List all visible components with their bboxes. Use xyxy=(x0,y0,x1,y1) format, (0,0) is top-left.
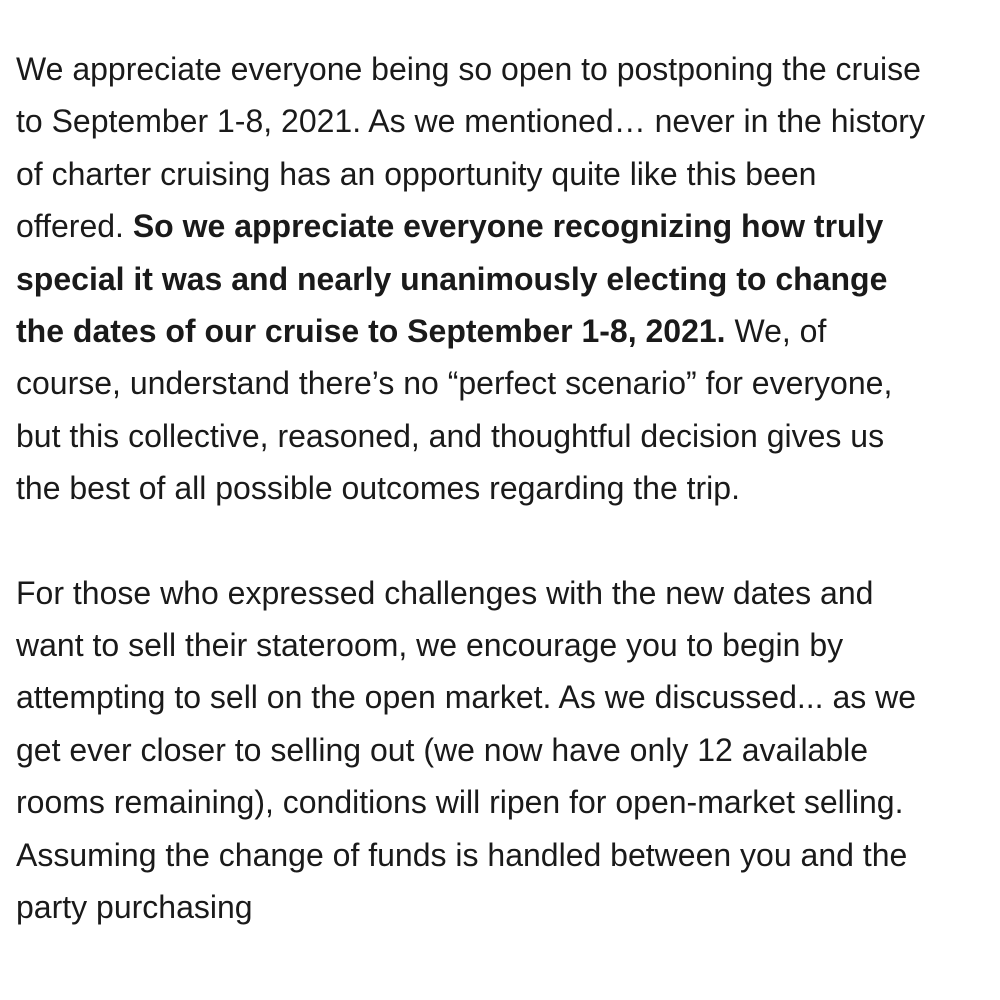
paragraph-1-text-start: We appreciate everyone being so open to postponing the cruise to September 1-8, 2021. As we mentioned… never in the history of charter cruising has an opportunity quite like this been offered. xyxy=(16,51,925,245)
paragraph-postponement xyxy=(16,43,926,515)
paragraph-1-text-end: We, of course, understand there’s no “perfect scenario” for everyone, but this collective, reasoned, and thoughtful decision gives us the best of all possible outcomes regarding the trip. xyxy=(16,313,893,507)
paragraph-selling-stateroom xyxy=(16,567,926,934)
paragraph-1-bold-text: So we appreciate everyone recognizing how truly special it was and nearly unanimously electing to change the dates of our cruise to September 1-8, 2021. xyxy=(16,208,888,350)
paragraph-2-text: For those who expressed challenges with the new dates and want to sell their stateroom, we encourage you to begin by attempting to sell on the open market. As we discussed... as we get ever closer to selling out (we now have only 12 available rooms remaining), conditions will ripen for open-market selling. Assuming the change of funds is handled between you and the party purchasing xyxy=(16,574,917,926)
paragraph-spacer xyxy=(16,515,1000,567)
